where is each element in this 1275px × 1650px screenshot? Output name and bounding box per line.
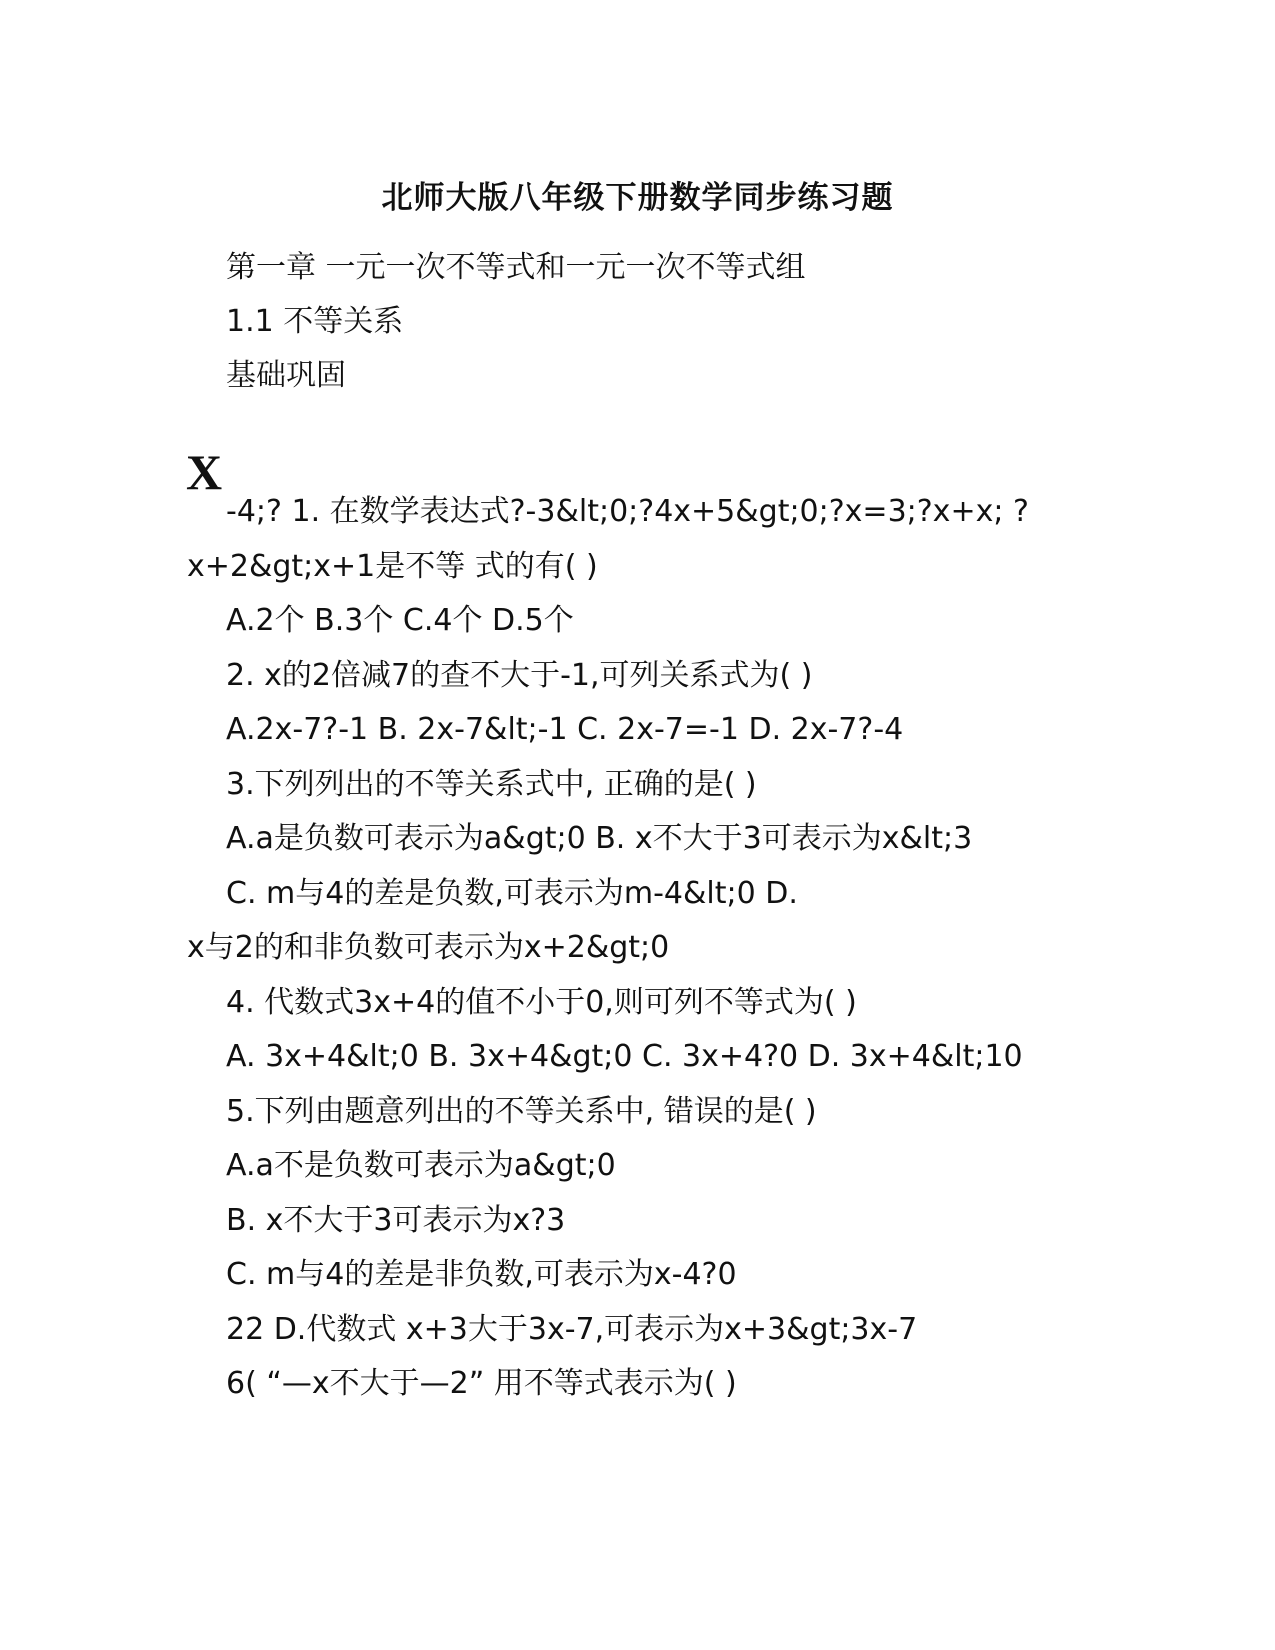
question-3: 3.下列列出的不等关系式中, 正确的是( ): [226, 767, 757, 802]
question-1-options: A.2个 B.3个 C.4个 D.5个: [226, 603, 574, 638]
question-6: 6( “—x不大于—2” 用不等式表示为( ): [226, 1366, 737, 1401]
section-heading: 1.1 不等关系: [226, 304, 404, 339]
question-3-options-3: x与2的和非负数可表示为x+2&gt;0: [187, 930, 670, 965]
question-3-options-2: C. m与4的差是负数,可表示为m-4&lt;0 D.: [226, 876, 798, 911]
question-2: 2. x的2倍减7的查不大于-1,可列关系式为( ): [226, 658, 813, 693]
question-4-options: A. 3x+4&lt;0 B. 3x+4&gt;0 C. 3x+4?0 D. 3x+4&lt;10: [226, 1039, 1023, 1074]
question-2-options: A.2x-7?-1 B. 2x-7&lt;-1 C. 2x-7=-1 D. 2x-7?-4: [226, 712, 904, 747]
chapter-heading: 第一章 一元一次不等式和一元一次不等式组: [226, 250, 806, 285]
subsection-heading: 基础巩固: [226, 358, 346, 393]
document-title: 北师大版八年级下册数学同步练习题: [381, 180, 894, 216]
question-5-option-c: C. m与4的差是非负数,可表示为x-4?0: [226, 1257, 737, 1292]
question-5: 5.下列由题意列出的不等关系中, 错误的是( ): [226, 1094, 817, 1129]
x-mark-glyph: X: [186, 444, 223, 500]
question-3-options-1: A.a是负数可表示为a&gt;0 B. x不大于3可表示为x&lt;3: [226, 821, 973, 856]
question-1-line-1: -4;? 1. 在数学表达式?-3&lt;0;?4x+5&gt;0;?x=3;?x+x; ?: [226, 494, 1029, 529]
question-1-line-2: x+2&gt;x+1是不等 式的有( ): [187, 549, 598, 584]
question-5-option-a: A.a不是负数可表示为a&gt;0: [226, 1148, 616, 1183]
question-5-option-d: 22 D.代数式 x+3大于3x-7,可表示为x+3&gt;3x-7: [226, 1312, 918, 1347]
question-4: 4. 代数式3x+4的值不小于0,则可列不等式为( ): [226, 985, 857, 1020]
question-5-option-b: B. x不大于3可表示为x?3: [226, 1203, 566, 1238]
